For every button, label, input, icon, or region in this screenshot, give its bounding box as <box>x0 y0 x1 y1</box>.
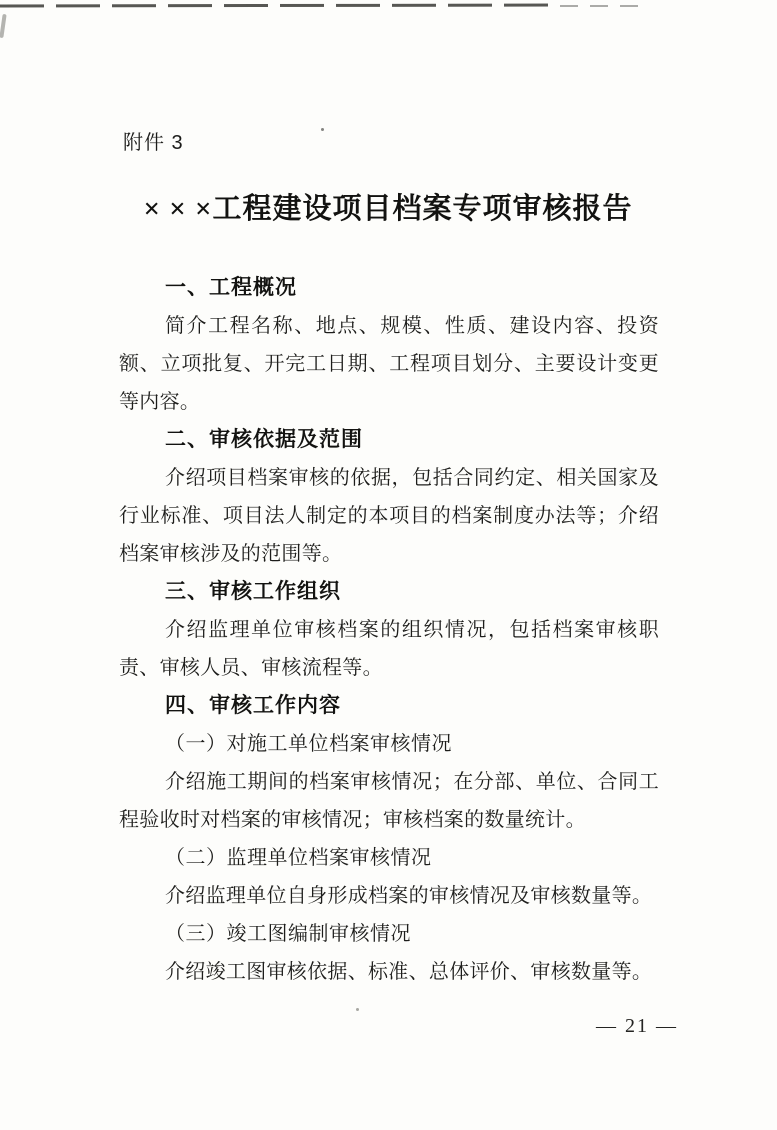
scan-artifact-top-line-faint <box>560 5 645 7</box>
page-number: — 21 — <box>596 1015 678 1037</box>
body-paragraph: 简介工程名称、地点、规模、性质、建设内容、投资额、立项批复、开完工日期、工程项目划分、主要设计变更等内容。 <box>119 315 659 413</box>
attachment-label: 附件 3 <box>123 132 184 154</box>
scan-artifact-left-mark <box>0 14 7 38</box>
body-paragraph: 介绍监理单位审核档案的组织情况，包括档案审核职责、审核人员、审核流程等。 <box>119 619 659 679</box>
subsection-heading: （二）监理单位档案审核情况 <box>165 847 432 869</box>
scan-artifact-top-line <box>0 4 560 8</box>
section-heading: 三、审核工作组织 <box>165 580 341 603</box>
document-body <box>119 269 659 991</box>
section-heading: 一、工程概况 <box>165 276 297 299</box>
body-paragraph: 介绍项目档案审核的依据，包括合同约定、相关国家及行业标准、项目法人制定的本项目的档案制度办法等；介绍档案审核涉及的范围等。 <box>119 467 659 565</box>
scan-speck <box>356 1008 359 1011</box>
section-heading: 二、审核依据及范围 <box>165 428 363 451</box>
scan-speck <box>321 128 324 131</box>
subsection-heading: （三）竣工图编制审核情况 <box>165 923 411 945</box>
body-paragraph: 介绍施工期间的档案审核情况；在分部、单位、合同工程验收时对档案的审核情况；审核档案的数量统计。 <box>119 771 659 831</box>
document-title: × × ×工程建设项目档案专项审核报告 <box>143 193 633 225</box>
body-paragraph: 介绍竣工图审核依据、标准、总体评价、审核数量等。 <box>165 961 653 983</box>
section-heading: 四、审核工作内容 <box>165 694 341 717</box>
subsection-heading: （一）对施工单位档案审核情况 <box>165 733 452 755</box>
body-paragraph: 介绍监理单位自身形成档案的审核情况及审核数量等。 <box>165 885 653 907</box>
